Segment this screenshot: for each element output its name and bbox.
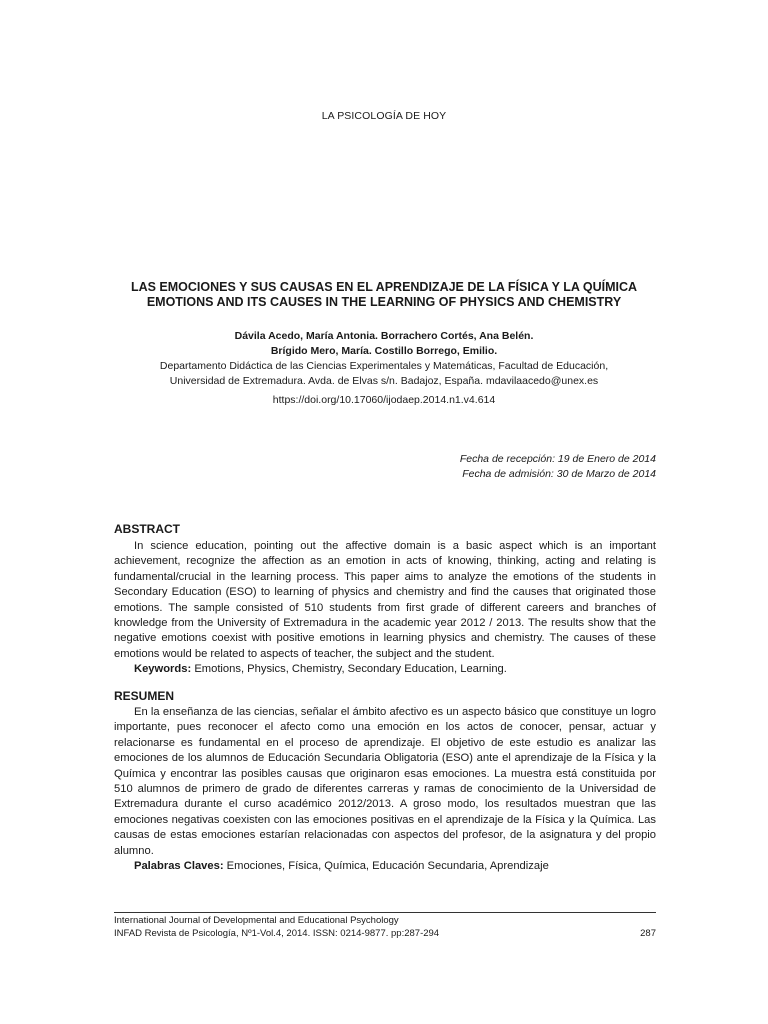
affiliation-line-1: Departamento Didáctica de las Ciencias Experimentales y Matemáticas, Facultad de Educación, (159, 360, 609, 372)
palabras-claves-label: Palabras Claves: (134, 860, 224, 873)
author-block (100, 329, 668, 389)
abstract-text: In science education, pointing out the affective domain is a basic aspect which is an important achievement, recognize the affection as an emotion in acts of knowing, thinking, acting and relating is fundamental/crucial in the learning process. This paper aims to analyze the emotions of the students in Secondary Education (ESO) to learning of physics and chemistry and find the causes that originated those emotions. The sample consisted of 510 students from first grade of different careers and branches of knowledge from the University of Extremadura in the academic year 2012 / 2013. The results show that the negative emotions coexist with positive emotions in learning physics and chemistry. The causes of these emotions would be related to aspects of teacher, the subject and the student. (114, 540, 656, 660)
submission-dates (400, 452, 656, 482)
resumen-body (114, 705, 656, 874)
doi-link[interactable]: https://doi.org/10.17060/ijodaep.2014.n1.v4.614 (272, 394, 496, 406)
title-spanish: LAS EMOCIONES Y SUS CAUSAS EN EL APRENDIZAJE DE LA FÍSICA Y LA QUÍMICA (130, 280, 638, 294)
authors-line-2: Brígido Mero, María. Costillo Borrego, Emilio. (270, 345, 498, 357)
title-english: EMOTIONS AND ITS CAUSES IN THE LEARNING OF PHYSICS AND CHEMISTRY (146, 295, 622, 309)
authors-line-1: Dávila Acedo, María Antonia. Borrachero Cortés, Ana Belén. (234, 330, 534, 342)
footer-divider (114, 912, 656, 913)
date-received: Fecha de recepción: 19 de Enero de 2014 (459, 453, 656, 465)
affiliation-line-2: Universidad de Extremadura. Avda. de Elvas s/n. Badajoz, España. mdavilaacedo@unex.es (169, 375, 599, 387)
date-accepted: Fecha de admisión: 30 de Marzo de 2014 (462, 468, 656, 480)
article-title (100, 280, 668, 310)
resumen-keywords (114, 859, 656, 874)
page-number: 287 (640, 928, 656, 939)
abstract-heading: ABSTRACT (114, 522, 180, 536)
resumen-text: En la enseñanza de las ciencias, señalar el ámbito afectivo es un aspecto básico que constituye un logro importante, pues reconocer el afecto como una emoción en los actos de conocer, pensar, actuar y relacionarse es fundamental en el proceso de aprendizaje. El objetivo de este estudio es analizar las emociones de los alumnos de Educación Secundaria Obligatoria (ESO) ante el aprendizaje de la Física y la Química y encontrar las posibles causas que originaron esas emociones. La muestra está constituida por 510 alumnos de primero de grado de diferentes carreras y ramas de conocimiento de la Universidad de Extremadura durante el curso académico 2012/2013. A groso modo, los resultados muestran que las emociones negativas coexisten con las emociones positivas en el aprendizaje de la Física y la Química. Las causas de estas emociones estarían relacionadas con aspectos del profesor, de la asignatura y del propio alumno. (114, 706, 656, 857)
keywords-list: Emotions, Physics, Chemistry, Secondary Education, Learning. (194, 663, 507, 676)
running-header: LA PSICOLOGÍA DE HOY (321, 110, 447, 122)
keywords-label: Keywords: (134, 663, 192, 676)
abstract-body (114, 539, 656, 678)
abstract-keywords (114, 662, 656, 677)
resumen-heading: RESUMEN (114, 689, 175, 703)
footer-journal: International Journal of Developmental and Educational Psychology (114, 915, 399, 926)
footer-citation: INFAD Revista de Psicología, Nº1-Vol.4, 2014. ISSN: 0214-9877. pp:287-294 (114, 928, 440, 939)
palabras-claves-list: Emociones, Física, Química, Educación Secundaria, Aprendizaje (226, 860, 549, 873)
